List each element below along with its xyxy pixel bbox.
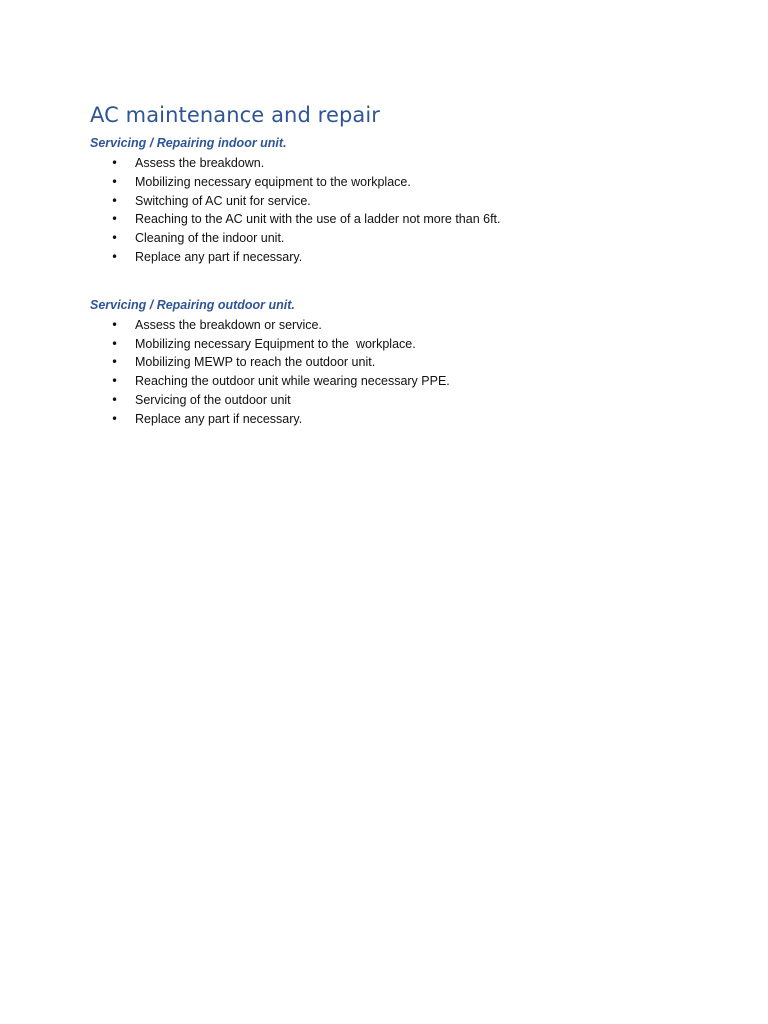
bullet-icon: •: [111, 174, 119, 189]
bullet-icon: •: [111, 249, 119, 264]
bullet-icon: •: [111, 193, 119, 208]
list-item: [90, 173, 690, 192]
list-item-text: Reaching to the AC unit with the use of a ladder not more than 6ft.: [135, 212, 501, 227]
list-item-text: Mobilizing necessary equipment to the workplace.: [135, 174, 411, 189]
list-item-text: Replace any part if necessary.: [135, 411, 303, 426]
bullet-icon: •: [111, 212, 119, 227]
section-heading-outdoor: Servicing / Repairing outdoor unit.: [90, 297, 295, 312]
list-item-text: Assess the breakdown.: [135, 156, 265, 170]
list-item-text: Mobilizing necessary Equipment to the workplace.: [135, 336, 416, 351]
bullet-icon: •: [111, 317, 119, 332]
bullet-icon: •: [111, 374, 119, 389]
list-item-text: Mobilizing MEWP to reach the outdoor unit.: [135, 355, 376, 370]
indoor-unit-list: [90, 154, 690, 267]
document-content: [90, 101, 690, 429]
list-item: [90, 154, 690, 173]
list-item-text: Assess the breakdown or service.: [135, 317, 322, 332]
list-item: [90, 335, 690, 354]
list-item: [90, 248, 690, 267]
bullet-icon: •: [111, 231, 119, 246]
list-item: [90, 391, 690, 410]
list-item: [90, 210, 690, 229]
bullet-icon: •: [111, 336, 119, 351]
list-item: [90, 410, 690, 429]
bullet-icon: •: [111, 156, 119, 170]
list-item-text: Reaching the outdoor unit while wearing necessary PPE.: [135, 374, 450, 389]
list-item: [90, 353, 690, 372]
document-title: AC maintenance and repair: [90, 103, 381, 127]
list-item-text: Replace any part if necessary.: [135, 249, 303, 264]
bullet-icon: •: [111, 392, 119, 407]
section-heading-indoor: Servicing / Repairing indoor unit.: [90, 136, 287, 150]
outdoor-unit-list: [90, 316, 690, 429]
list-item-text: Switching of AC unit for service.: [135, 193, 311, 208]
list-item: [90, 316, 690, 335]
bullet-icon: •: [111, 411, 119, 426]
list-item: [90, 229, 690, 248]
list-item: [90, 372, 690, 391]
list-item-text: Cleaning of the indoor unit.: [135, 231, 285, 246]
list-item-text: Servicing of the outdoor unit: [135, 392, 291, 407]
bullet-icon: •: [111, 355, 119, 370]
list-item: [90, 192, 690, 211]
